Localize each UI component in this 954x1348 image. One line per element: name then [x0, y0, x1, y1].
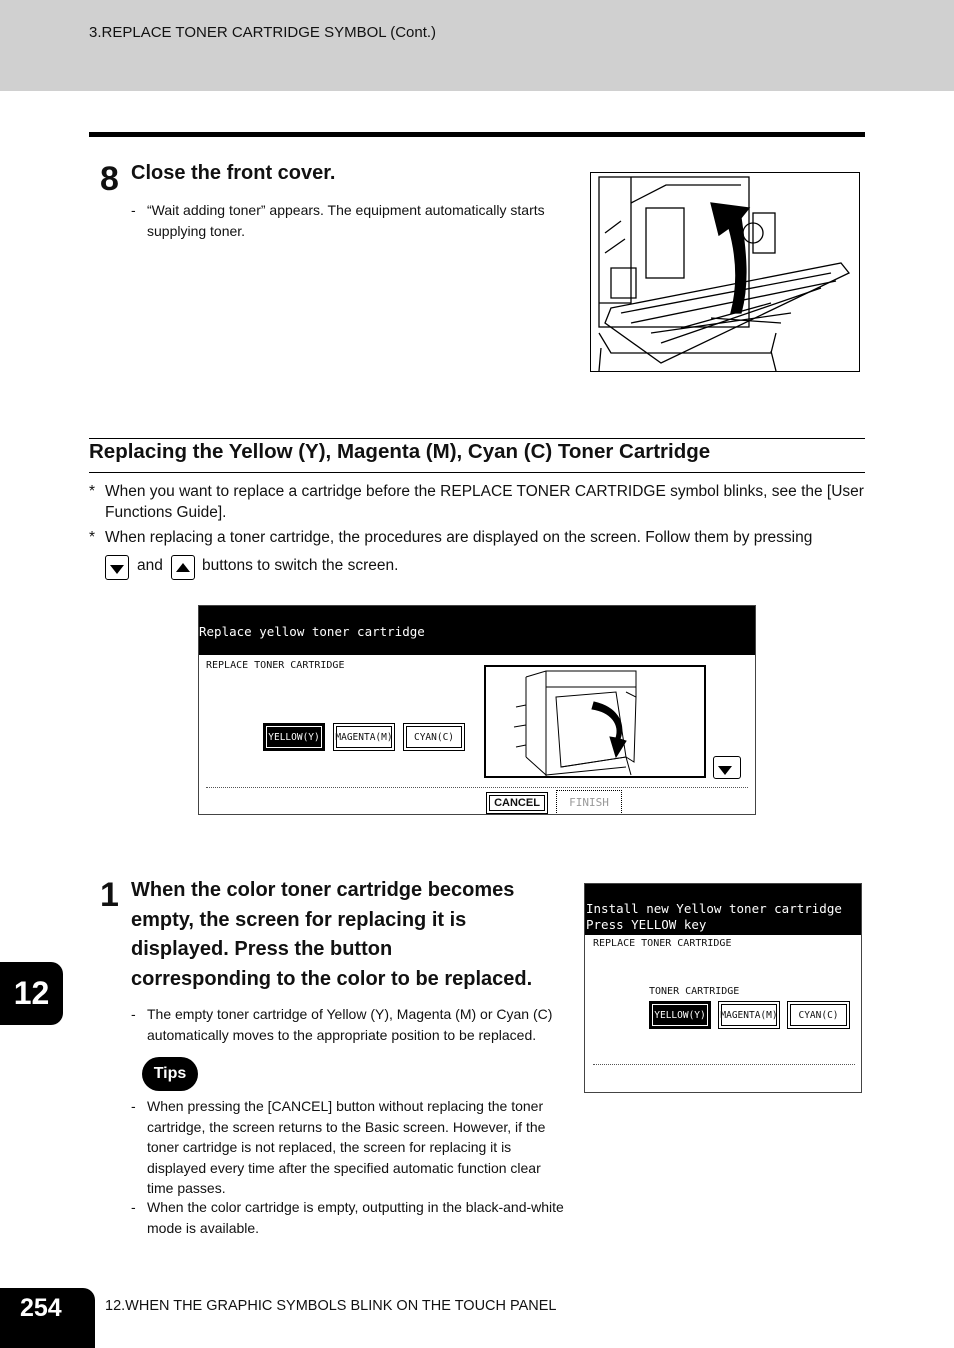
bullet-text: The empty toner cartridge of Yellow (Y), Magenta (M) or Cyan (C) automatically moves to the appropriate position to be replaced. [147, 1006, 553, 1043]
note-star: * [89, 483, 96, 500]
panel-divider [593, 1064, 855, 1065]
tips-item-1 [131, 1096, 571, 1199]
section-rule-bottom [89, 472, 865, 473]
tips-badge: Tips [142, 1057, 198, 1091]
note-2 [89, 528, 865, 549]
panel-label: REPLACE TONER CARTRIDGE [593, 938, 732, 949]
panel-sublabel: TONER CARTRIDGE [649, 986, 740, 997]
bullet-dash: - [131, 202, 136, 218]
note-star: * [89, 529, 96, 546]
note-1 [89, 482, 865, 523]
bullet-dash: - [131, 1098, 136, 1114]
magenta-button[interactable]: MAGENTA(M) [333, 723, 395, 751]
cyan-button[interactable]: CYAN(C) [787, 1001, 850, 1029]
section-title: Replacing the Yellow (Y), Magenta (M), Cyan (C) Toner Cartridge [89, 440, 711, 463]
nav-suffix-text: buttons to switch the screen. [202, 557, 399, 574]
step-1-title-line: empty, the screen for replacing it is [131, 908, 467, 931]
scroll-down-arrow-icon [105, 555, 129, 580]
yellow-button[interactable]: YELLOW(Y) [263, 723, 325, 751]
finish-button[interactable]: FINISH [556, 790, 622, 815]
step-1-title [131, 876, 532, 994]
step-1-number: 1 [100, 876, 119, 914]
panel-label: REPLACE TONER CARTRIDGE [206, 660, 345, 671]
page-down-button[interactable] [713, 756, 741, 779]
scroll-up-arrow-icon [171, 555, 195, 580]
step-1-bullet [131, 1004, 571, 1045]
front-cover-illustration [590, 172, 860, 372]
panel-title-bar [585, 884, 861, 935]
cancel-button[interactable]: CANCEL [486, 792, 548, 814]
cyan-button[interactable]: CYAN(C) [403, 723, 465, 751]
nav-and-text: and [137, 557, 163, 574]
copier-illustration [484, 665, 706, 778]
tips-item-2 [131, 1197, 571, 1238]
install-toner-screen [584, 883, 862, 1093]
step-8-bullet [131, 200, 571, 241]
panel-divider [206, 787, 748, 788]
header-rule [89, 132, 865, 137]
chapter-tab: 12 [0, 962, 63, 1025]
panel-title: Replace yellow toner cartridge [199, 624, 425, 639]
replace-toner-screen [198, 605, 756, 815]
panel-title-bar [199, 606, 755, 655]
note-text: When you want to replace a cartridge before the REPLACE TONER CARTRIDGE symbol blinks, see the [User Functions Guide]. [105, 483, 864, 521]
step-1-title-line: When the color toner cartridge becomes [131, 879, 515, 901]
footer-chapter-title: 12.WHEN THE GRAPHIC SYMBOLS BLINK ON THE TOUCH PANEL [105, 1298, 557, 1314]
page-header [0, 0, 954, 91]
bullet-text: “Wait adding toner” appears. The equipment automatically starts supplying toner. [147, 202, 545, 239]
bullet-text: When pressing the [CANCEL] button without replacing the toner cartridge, the screen returns to the Basic screen. However, if the toner cartridge is not replaced, the screen for replacing it is displayed every time after the specified automatic function clear time passes. [147, 1098, 546, 1196]
section-rule-top [89, 438, 865, 439]
panel-title-line: Press YELLOW key [586, 917, 707, 932]
magenta-button[interactable]: MAGENTA(M) [718, 1001, 780, 1029]
header-title: 3.REPLACE TONER CARTRIDGE SYMBOL (Cont.) [89, 24, 437, 41]
page-number: 254 [0, 1288, 95, 1348]
bullet-dash: - [131, 1199, 136, 1215]
note-text: When replacing a toner cartridge, the procedures are displayed on the screen. Follow them by pressing [105, 529, 813, 546]
step-1-title-line: corresponding to the color to be replaced. [131, 967, 533, 990]
step-8-title: Close the front cover. [131, 162, 336, 184]
bullet-dash: - [131, 1006, 136, 1022]
bullet-text: When the color cartridge is empty, outputting in the black-and-white mode is available. [147, 1199, 564, 1236]
yellow-button[interactable]: YELLOW(Y) [649, 1001, 711, 1029]
panel-title-line: Install new Yellow toner cartridge [586, 901, 842, 916]
step-8-number: 8 [100, 160, 119, 198]
step-1-title-line: displayed. Press the button [131, 938, 393, 960]
